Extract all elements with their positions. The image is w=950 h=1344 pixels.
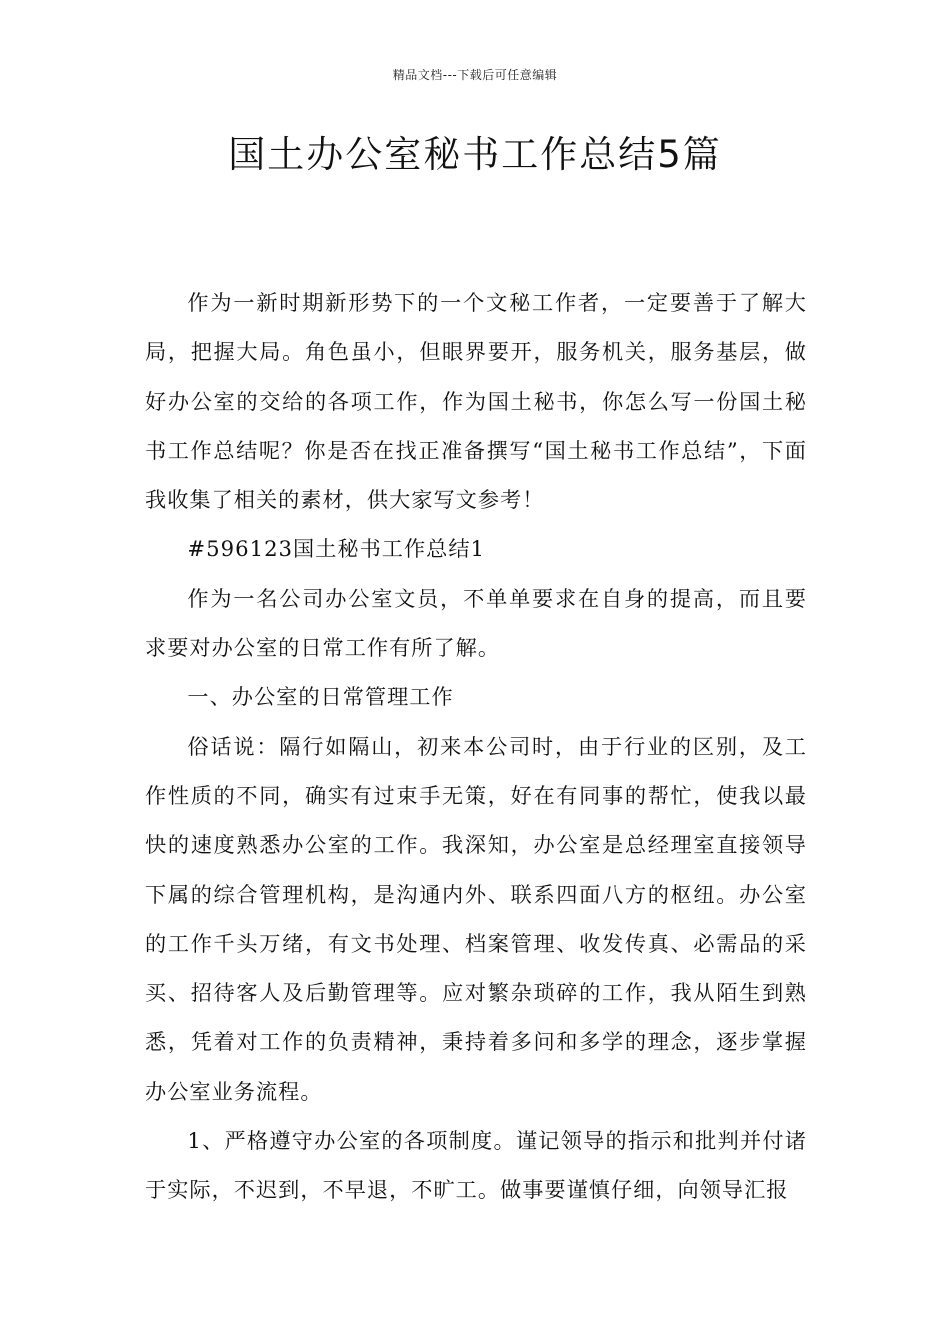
body-paragraph: 1、严格遵守办公室的各项制度。谨记领导的指示和批判并付诸于实际，不迟到，不早退，不旷工。做事要谨慎仔细，向领导汇报 [145,1128,807,1203]
section-heading: #596123国土秘书工作总结1 [187,536,486,562]
subsection-heading: 一、办公室的日常管理工作 [187,684,454,710]
header-note: 精品文档---下载后可任意编辑 [392,68,558,82]
document-title: 国土办公室秘书工作总结5篇 [228,133,722,176]
body-paragraph: 俗话说：隔行如隔山，初来本公司时，由于行业的区别，及工作性质的不同，确实有过束手无策，好在有同事的帮忙，使我以最快的速度熟悉办公室的工作。我深知，办公室是总经理室直接领导下属的综合管理机构，是沟通内外、联系四面八方的枢纽。办公室的工作千头万绪，有文书处理、档案管理、收发传真、必需品的采买、招待客人及后勤管理等。应对繁杂琐碎的工作，我从陌生到熟悉，凭着对工作的负责精神，秉持着多问和多学的理念，逐步掌握办公室业务流程。 [145,733,807,1104]
intro-paragraph: 作为一新时期新形势下的一个文秘工作者，一定要善于了解大局，把握大局。角色虽小，但眼界要开，服务机关，服务基层，做好办公室的交给的各项工作，作为国土秘书，你怎么写一份国土秘书工作总结呢？你是否在找正准备撰写“国土秘书工作总结”，下面我收集了相关的素材，供大家写文参考！ [145,290,807,513]
document-body [145,278,807,1215]
body-paragraph: 作为一名公司办公室文员，不单单要求在自身的提高，而且要求要对办公室的日常工作有所了解。 [145,585,807,661]
